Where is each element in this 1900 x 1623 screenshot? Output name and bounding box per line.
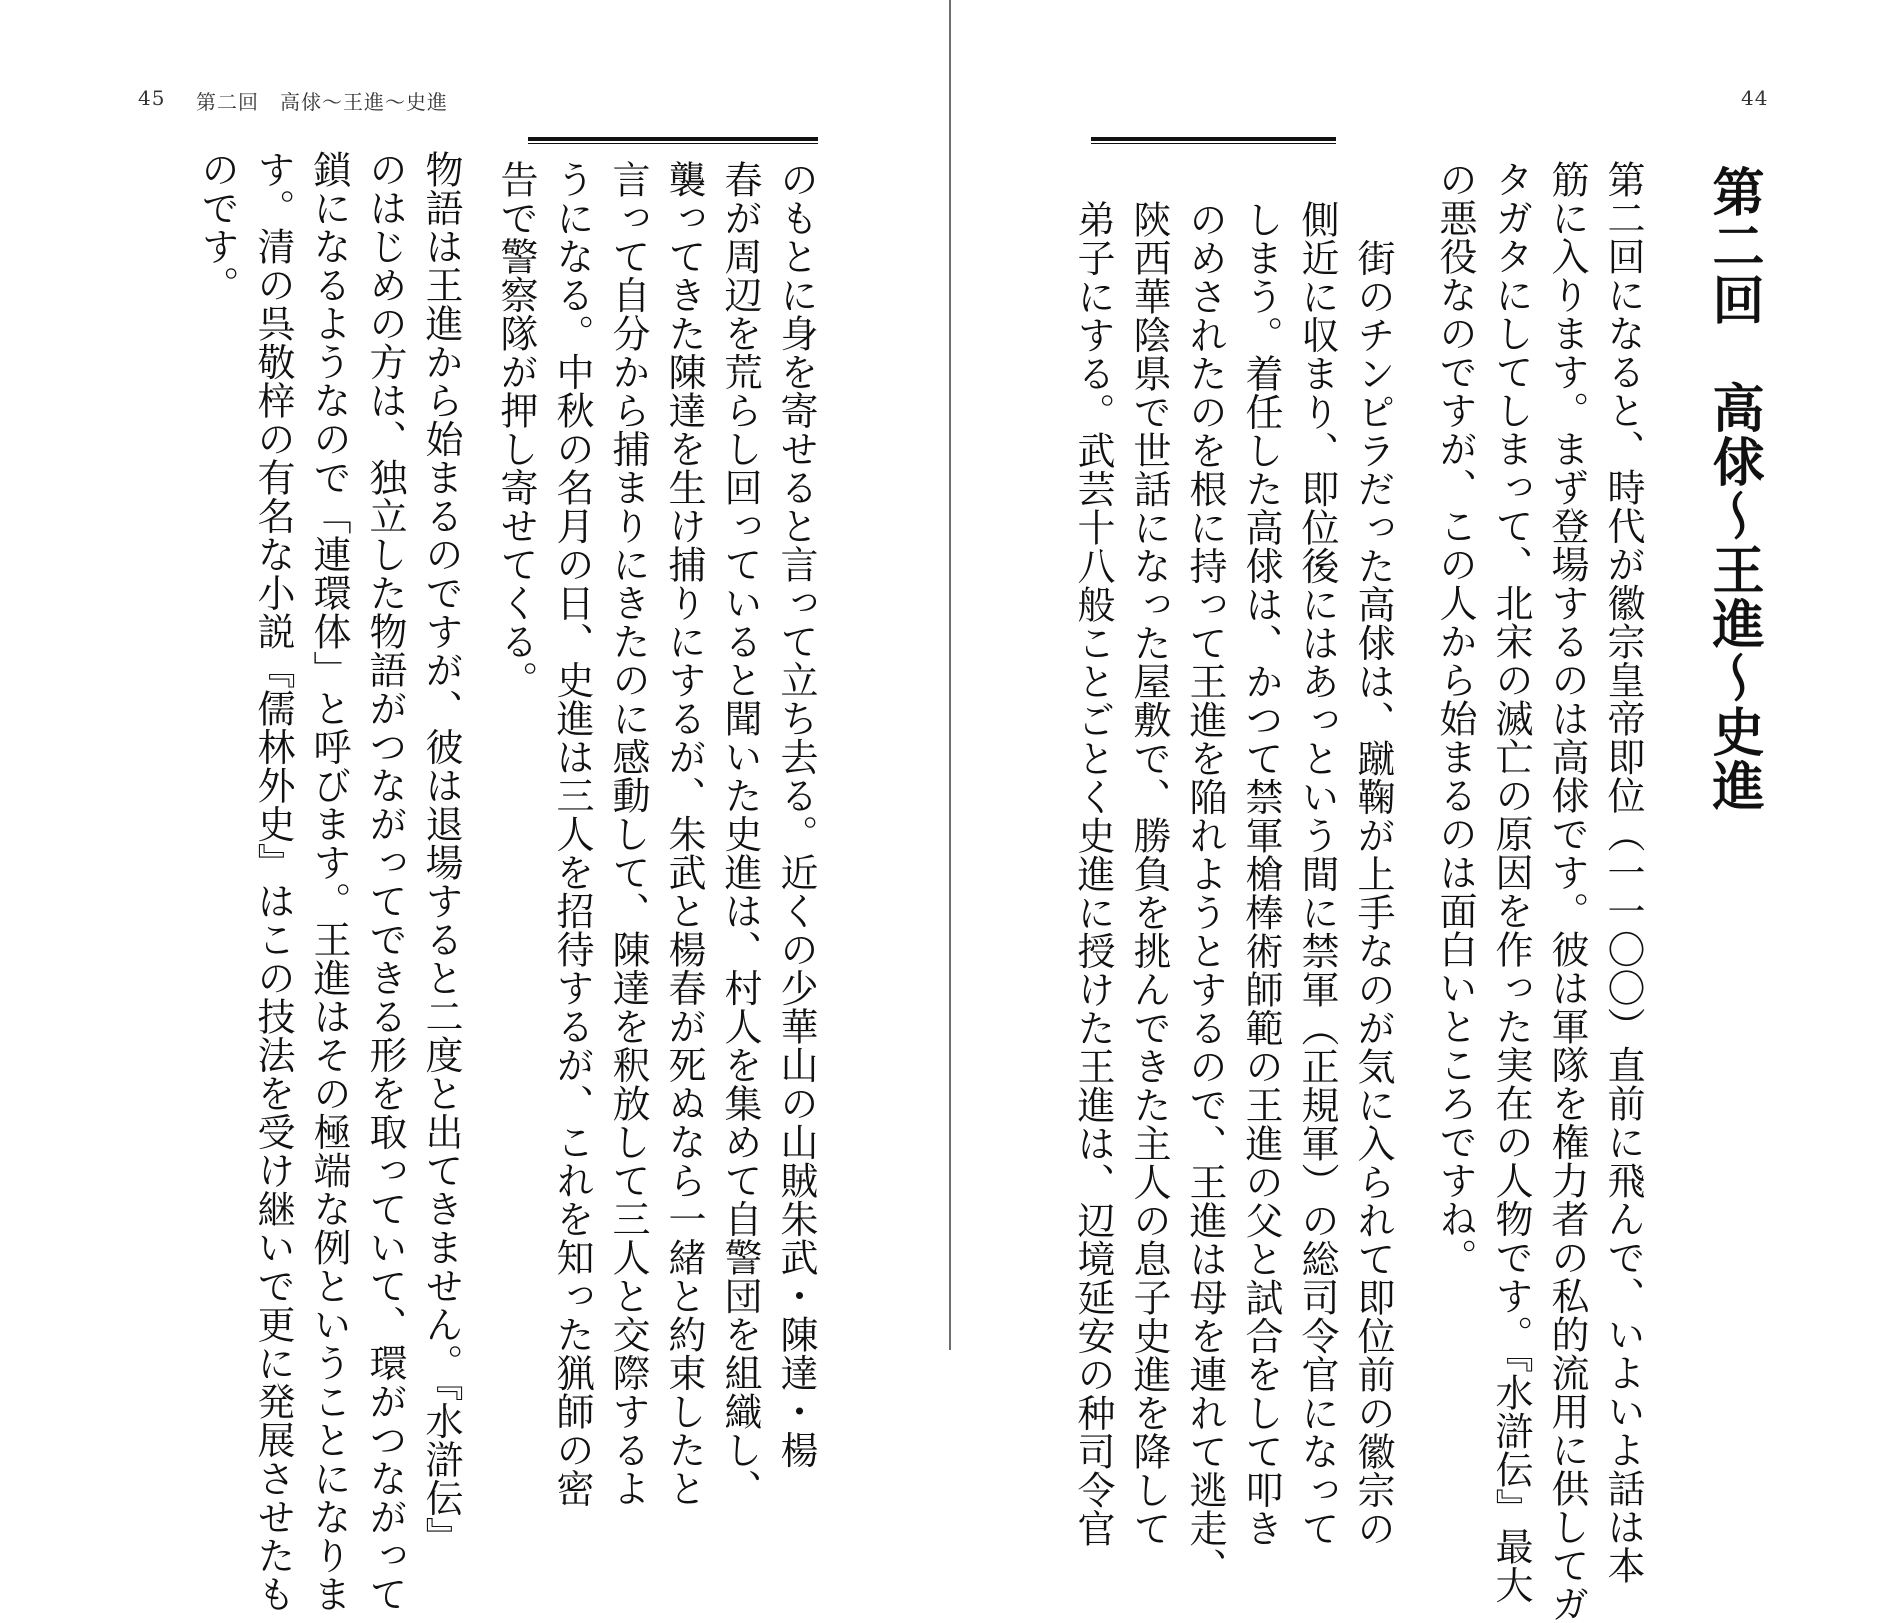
right-page — [951, 0, 1900, 1623]
chapter-intro-text: 第二回になると、時代が徽宗皇帝即位（一一〇〇）直前に飛んで、いよいよ話は本 筋に入ります。まず登場するのは高俅です。彼は軍隊を権力者の私的流用に供してガ タガタにしてしまって、北宋の滅亡の原因を作った実在の人物です。『水滸伝』最大 の悪役なのですが、この人から始まるのは面白いところですね。 — [1433, 160, 1645, 1623]
chapter-title: 第二回 高俅〜王進〜史進 — [1703, 165, 1764, 813]
chapter-summary-text: 街のチンピラだった高俅は、蹴鞠が上手なのが気に入られて即位前の徽宗の 側近に収まり、即位後にはあっという間に禁軍（正規軍）の総司令官になって しまう。着任した高俅は、かつて禁軍槍棒術師範の王進の父と試合をして叩き のめされたのを根に持って王進を陥れようとするので、王進は母を連れて逃走、 陝西華陰県で世話になった屋敷で、勝負を挑んできた主人の息子史進を降して 弟子にする。武芸十八般ことごとく史進に授けた王進は、辺境延安の种司令官 — [1071, 200, 1395, 1586]
page-number-left: 45 — [138, 86, 166, 110]
page-number-right: 44 — [1741, 86, 1769, 110]
left-page — [0, 0, 949, 1613]
commentary-text: 物語は王進から始まるのですが、彼は退場すると二度と出てきません。『水滸伝』 のはじめの方は、独立した物語がつながってできる形を取っていて、環がつながって 鎖になるようなので「連環体」と呼びます。王進はその極端な例ということになりま す。清の呉敬梓の有名な小説『儒林外史』はこの技法を受け継いで更に発展させたも のです。 — [195, 150, 463, 1613]
section-rule — [1091, 137, 1336, 145]
summary-text-continued: のもとに身を寄せると言って立ち去る。近くの少華山の山賊朱武・陳達・楊 春が周辺を荒らし回っていると聞いた史進は、村人を集めて自警団を組織し、 襲ってきた陳達を生け捕りにするが、朱武と楊春が死ぬなら一緒と約束したと 言って自分から捕まりにきたのに感動して、陳達を釈放して三人と交際するよ うになる。中秋の名月の日、史進は三人を招待するが、これを知った猟師の密 告で警察隊が押し寄せてくる。 — [494, 160, 818, 1508]
section-rule — [528, 137, 818, 145]
running-head: 第二回 高俅〜王進〜史進 — [196, 90, 448, 114]
